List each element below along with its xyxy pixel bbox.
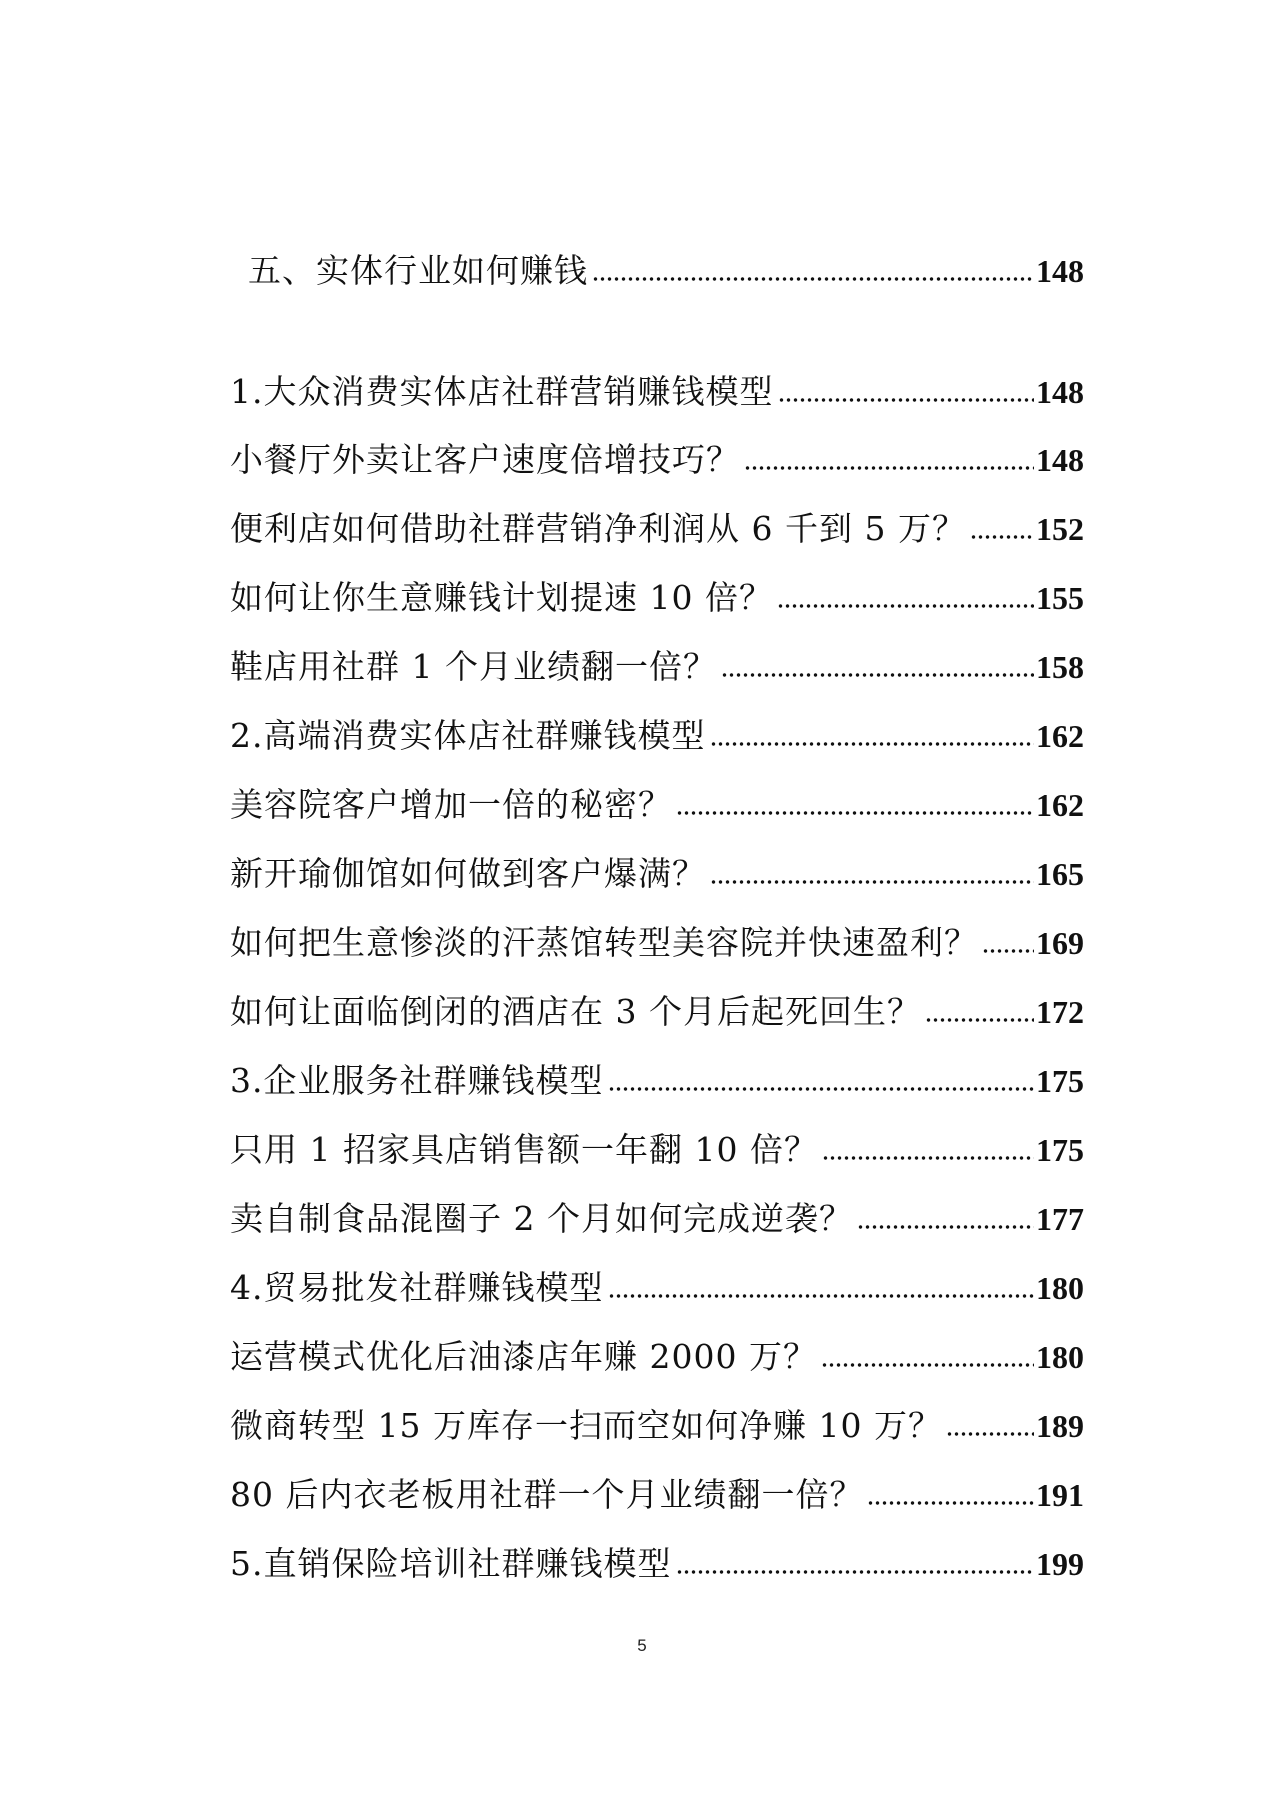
toc-entry-page: 180: [1036, 1339, 1084, 1375]
toc-entry-page: 169: [1036, 925, 1084, 961]
toc-entry-page: 191: [1036, 1477, 1084, 1513]
toc-entry-title: 4.贸易批发社群赚钱模型: [230, 1268, 604, 1307]
toc-section-heading: [248, 248, 1084, 294]
page-number: 5: [637, 1636, 647, 1655]
toc-entry: [230, 851, 1084, 897]
toc-entry-title: 新开瑜伽馆如何做到客户爆满？: [230, 854, 706, 893]
toc-entry: [230, 1265, 1084, 1311]
toc-entry-page: 158: [1036, 649, 1084, 685]
toc-entry-title: 80 后内衣老板用社群一个月业绩翻一倍？: [230, 1475, 864, 1514]
toc-entry-page: 165: [1036, 856, 1084, 892]
toc-entry-title: 1.大众消费实体店社群营销赚钱模型: [230, 372, 774, 411]
toc-entry-page: 177: [1036, 1201, 1084, 1237]
toc-entry: [230, 1127, 1084, 1173]
toc-entry-page: 155: [1036, 580, 1084, 616]
toc-entry: [230, 782, 1084, 828]
toc-entry-page: 162: [1036, 787, 1084, 823]
toc-leader-dots: [608, 1086, 1035, 1092]
toc-entry-title: 小餐厅外卖让客户速度倍增技巧？: [230, 440, 740, 479]
toc-entry-page: 148: [1036, 374, 1084, 410]
toc-leader-dots: [777, 603, 1034, 609]
toc-entry: [230, 1196, 1084, 1242]
toc-entry-title: 美容院客户增加一倍的秘密？: [230, 785, 672, 824]
toc-entry-title: 便利店如何借助社群营销净利润从 6 千到 5 万？: [230, 509, 966, 548]
toc-leader-dots: [857, 1224, 1034, 1230]
toc-entry-page: 172: [1036, 994, 1084, 1030]
toc-entry-title: 5.直销保险培训社群赚钱模型: [230, 1544, 672, 1583]
toc-leader-dots: [710, 879, 1034, 885]
toc-entry: [230, 506, 1084, 552]
toc-entry-page: 175: [1036, 1132, 1084, 1168]
toc-entry: [230, 1472, 1084, 1518]
toc-entry-page: 148: [1036, 442, 1084, 478]
toc-entry: [230, 437, 1084, 483]
toc-entry: [230, 1403, 1084, 1449]
toc-entry-title: 3.企业服务社群赚钱模型: [230, 1061, 604, 1100]
toc-entry-title: 如何让面临倒闭的酒店在 3 个月后起死回生？: [230, 992, 921, 1031]
toc-leader-dots: [867, 1500, 1034, 1506]
toc-entry-title: 运营模式优化后油漆店年赚 2000 万？: [230, 1337, 817, 1376]
toc-leader-dots: [608, 1293, 1035, 1299]
toc-section-page: 148: [1036, 253, 1084, 289]
toc-entry: [230, 1541, 1084, 1587]
toc-entry: [230, 644, 1084, 690]
toc-leader-dots: [821, 1362, 1034, 1368]
toc-entry-page: 199: [1036, 1546, 1084, 1582]
toc-entry-title: 如何让你生意赚钱计划提速 10 倍？: [230, 578, 773, 617]
toc-entry-title: 只用 1 招家具店销售额一年翻 10 倍？: [230, 1130, 818, 1169]
toc-leader-dots: [946, 1431, 1034, 1437]
toc-leader-dots: [925, 1017, 1034, 1023]
toc-entry-title: 鞋店用社群 1 个月业绩翻一倍？: [230, 647, 717, 686]
toc-leader-dots: [970, 534, 1034, 540]
toc-entry-title: 如何把生意惨淡的汗蒸馆转型美容院并快速盈利？: [230, 923, 978, 962]
toc-leader-dots: [676, 1569, 1035, 1575]
toc-leader-dots: [710, 741, 1035, 747]
toc-entry-page: 189: [1036, 1408, 1084, 1444]
toc-leader-dots: [982, 948, 1034, 954]
toc-entry: [230, 989, 1084, 1035]
toc-leader-dots: [778, 397, 1035, 403]
toc-entry: [230, 1334, 1084, 1380]
toc-entry-page: 152: [1036, 511, 1084, 547]
toc-entry-page: 180: [1036, 1270, 1084, 1306]
toc-entry: [230, 575, 1084, 621]
toc-entry-title: 微商转型 15 万库存一扫而空如何净赚 10 万？: [230, 1406, 942, 1445]
toc-entry: [230, 369, 1084, 415]
toc-leader-dots: [822, 1155, 1034, 1161]
toc-entry: [230, 1058, 1084, 1104]
toc-leader-dots: [721, 672, 1034, 678]
toc-entry-title: 卖自制食品混圈子 2 个月如何完成逆袭？: [230, 1199, 853, 1238]
toc-entry: [230, 920, 1084, 966]
toc-entry: [230, 713, 1084, 759]
toc-entry-title: 2.高端消费实体店社群赚钱模型: [230, 716, 706, 755]
toc-entry-page: 175: [1036, 1063, 1084, 1099]
toc-leader-dots: [744, 465, 1034, 471]
toc-entry-page: 162: [1036, 718, 1084, 754]
toc-section-title: 五、实体行业如何赚钱: [248, 251, 588, 290]
toc-leader-dots: [676, 810, 1034, 816]
toc-leader-dots: [592, 276, 1034, 282]
